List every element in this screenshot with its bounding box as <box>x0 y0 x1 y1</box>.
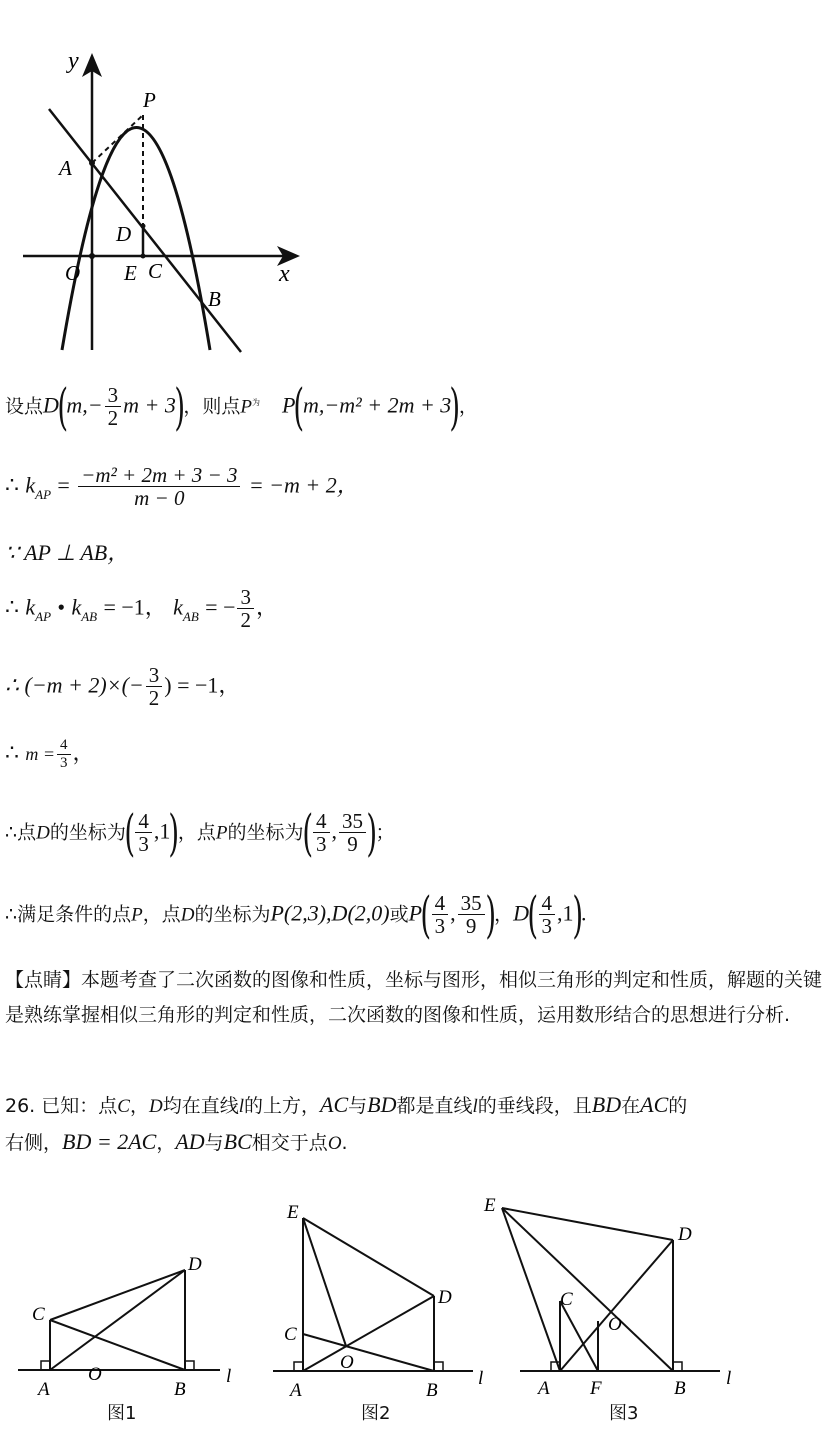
fraction: $\frac{3}{2}$ <box>237 586 254 632</box>
label-x: x <box>279 261 290 287</box>
svg-text:D: D <box>438 1287 452 1308</box>
fraction: $\frac{3}{2}$ <box>105 384 122 430</box>
figure-2-caption: 图2 <box>361 1403 391 1424</box>
svg-text:D: D <box>678 1224 692 1245</box>
label-O: O <box>65 261 81 285</box>
fraction: $\frac{4}{3}$ <box>539 892 556 938</box>
label-E: E <box>124 261 137 285</box>
solution-line-3: ∵ AP ⊥ AB， <box>5 540 130 565</box>
svg-text:F: F <box>590 1378 602 1399</box>
svg-text:C: C <box>284 1324 297 1345</box>
svg-text:l: l <box>726 1368 732 1389</box>
fraction: $\frac{35}{9}$ <box>339 810 366 856</box>
solution-line-5: ∴ (−m + 2)×(− $\frac{3}{2}$ ) = −1， <box>5 663 241 711</box>
svg-text:l: l <box>478 1368 484 1389</box>
label-C: C <box>148 259 163 283</box>
fraction: $\frac{\text{−m² + 2m + 3 − 3}}{m - 0}$ <box>78 464 240 510</box>
fraction: $\frac{4}{3}$ <box>432 892 449 938</box>
fraction: $\frac{35}{9}$ <box>458 892 485 938</box>
label-A: A <box>59 156 72 180</box>
fraction: $\frac{4}{3}$ <box>57 738 71 771</box>
figure-3-caption: 图3 <box>609 1403 639 1424</box>
figure-1-caption: 图1 <box>107 1403 137 1424</box>
svg-text:O: O <box>88 1364 102 1385</box>
label-B: B <box>208 287 221 311</box>
svg-text:l: l <box>226 1366 232 1387</box>
figure-2 <box>268 1198 503 1423</box>
fraction: $\frac{3}{2}$ <box>146 664 163 710</box>
svg-text:O: O <box>608 1314 622 1335</box>
svg-text:A: A <box>38 1379 50 1400</box>
comment-text: 本题考查了二次函数的图像和性质，坐标与图形，相似三角形的判定和性质，解题的关键是熟练掌握相似三角形的判定和性质，二次函数的图像和性质，运用数形结合的思想进行分析. <box>5 969 823 1026</box>
solution-line-8: ∴满足条件的点P，点D的坐标为P(2,3),D(2,0)或P( $\frac{4}{3}$ , $\frac{35}{9}$ )，D( $\frac{4}{3}$ ,1). <box>5 886 587 944</box>
fraction: $\frac{4}{3}$ <box>135 810 152 856</box>
comment-tag: 【点睛】 <box>5 969 82 991</box>
solution-line-1: 设点D(m,− $\frac{3}{2}$ m + 3)，则点$P^为$ P(m,−m² + 2m + 3)， <box>5 378 478 436</box>
problem-26: 26. 已知：点C，D均在直线l的上方，AC与BD都是直线l的垂线段，且BD在AC的 右侧，BD = 2AC，AD与BC相交于点O. <box>5 1092 688 1154</box>
svg-text:C: C <box>560 1289 573 1310</box>
fraction: $\frac{4}{3}$ <box>313 810 330 856</box>
svg-text:D: D <box>188 1254 202 1275</box>
parabola-figure <box>15 45 305 360</box>
label-D: D <box>116 222 132 246</box>
svg-text:E: E <box>484 1195 496 1216</box>
solution-line-7: ∴点D的坐标为( $\frac{4}{3}$ ,1)，点P的坐标为( $\frac{4}{3}$ , $\frac{35}{9}$ )； <box>5 804 395 862</box>
svg-text:B: B <box>174 1379 186 1400</box>
figure-3 <box>480 1188 750 1423</box>
label-y: y <box>68 48 79 74</box>
solution-line-2: ∴ $k_{AP}$ = $\frac{\text{−m² + 2m + 3 − 3}}{m - 0}$ = −m + 2， <box>5 463 359 511</box>
svg-text:C: C <box>32 1304 45 1325</box>
svg-text:E: E <box>287 1202 299 1223</box>
label-P: P <box>143 88 156 112</box>
svg-text:O: O <box>340 1352 354 1373</box>
comment-paragraph <box>5 963 829 1033</box>
svg-text:B: B <box>674 1378 686 1399</box>
svg-text:B: B <box>426 1380 438 1401</box>
svg-text:A: A <box>538 1378 550 1399</box>
solution-line-4: ∴ $k_{AP}$ • $k_{AB} = -1$， $k_{AB}$ = − $\frac{3}{2}$ ， <box>5 585 278 633</box>
svg-text:A: A <box>290 1380 302 1401</box>
solution-line-6: ∴ m = $\frac{4}{3}$ ， <box>5 737 95 771</box>
